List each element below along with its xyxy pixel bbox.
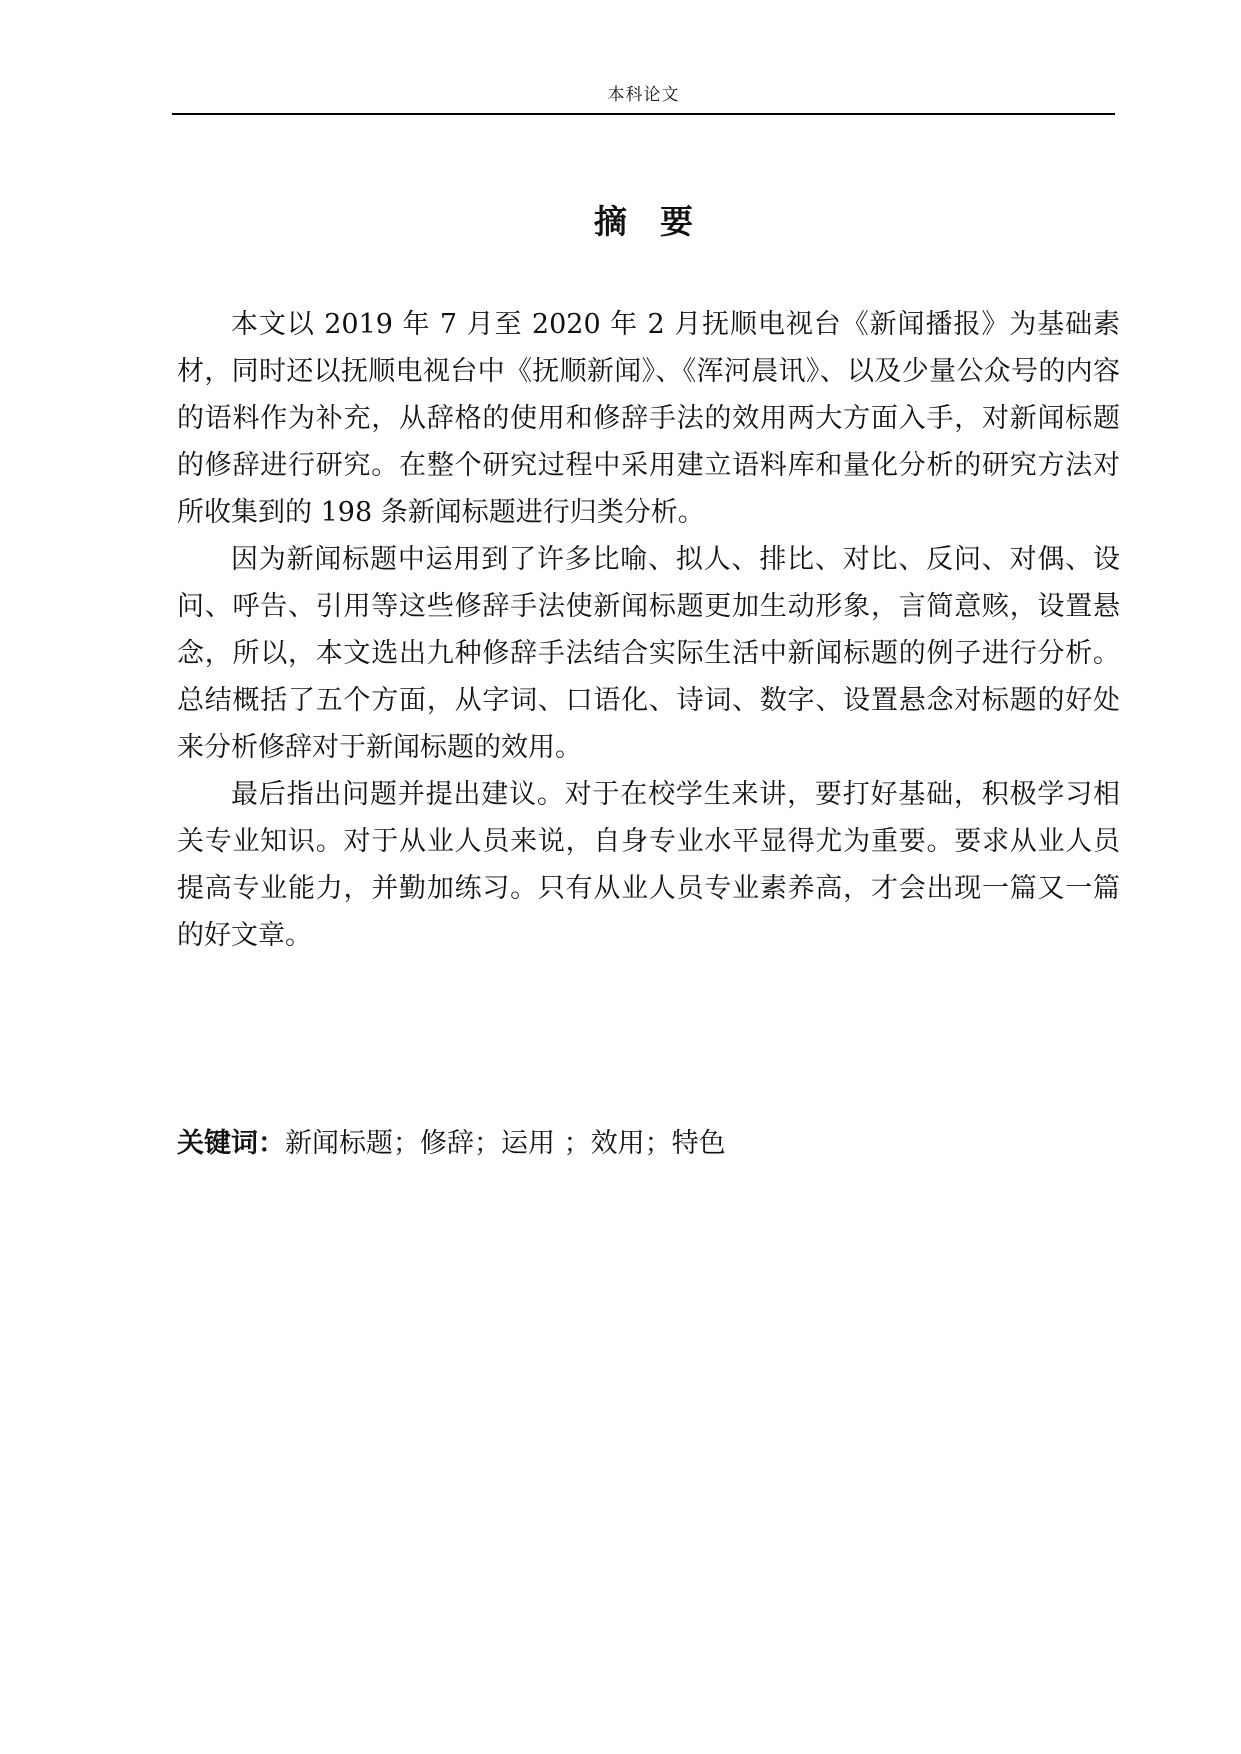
keywords-value: 新闻标题；修辞；运用 ；效用；特色 <box>285 1128 726 1159</box>
abstract-paragraph-2: 因为新闻标题中运用到了许多比喻、拟人、排比、对比、反问、对偶、设问、呼告、引用等这些修辞手法使新闻标题更加生动形象，言简意赅，设置悬念，所以，本文选出九种修辞手法结合实际生活中新闻标题的例子进行分析。总结概括了五个方面，从字词、口语化、诗词、数字、设置悬念对标题的好处来分析修辞对于新闻标题的效用。 <box>177 544 1120 763</box>
abstract-paragraph-3: 最后指出问题并提出建议。对于在校学生来讲，要打好基础，积极学习相关专业知识。对于从业人员来说，自身专业水平显得尤为重要。要求从业人员提高专业能力，并勤加练习。只有从业人员专业素养高，才会出现一篇又一篇的好文章。 <box>177 779 1120 951</box>
abstract-paragraph-1: 本文以 2019 年 7 月至 2020 年 2 月抚顺电视台《新闻播报》为基础素材，同时还以抚顺电视台中《抚顺新闻》、《浑河晨讯》、以及少量公众号的内容的语料作为补充，从辞格的使用和修辞手法的效用两大方面入手，对新闻标题的修辞进行研究。在整个研究过程中采用建立语料库和量化分析的研究方法对所收集到的 198 条新闻标题进行归类分析。 <box>177 309 1120 528</box>
abstract-title: 摘 要 <box>594 202 693 241</box>
keywords-label: 关键词： <box>177 1128 285 1159</box>
abstract-body <box>177 301 1120 959</box>
running-header: 本科论文 <box>607 85 680 105</box>
header-rule <box>172 113 1115 115</box>
keywords-line <box>177 1124 1120 1164</box>
